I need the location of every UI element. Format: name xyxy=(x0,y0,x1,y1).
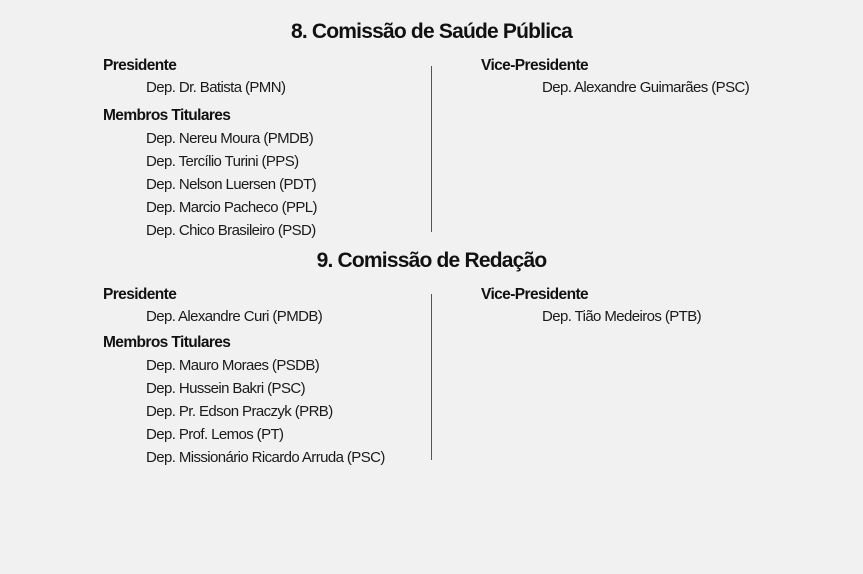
member-item: Dep. Marcio Pacheco (PPL) xyxy=(146,199,317,216)
commission-title: 8. Comissão de Saúde Pública xyxy=(290,20,573,43)
member-item: Dep. Nelson Luersen (PDT) xyxy=(146,176,317,193)
vice-presidente-heading: Vice-Presidente xyxy=(481,57,589,74)
member-item: Dep. Mauro Moraes (PSDB) xyxy=(146,357,320,374)
vice-presidente-name: Dep. Tião Medeiros (PTB) xyxy=(542,308,701,325)
member-item: Dep. Prof. Lemos (PT) xyxy=(146,426,284,443)
membros-heading: Membros Titulares xyxy=(103,107,231,124)
member-item: Dep. Tercílio Turini (PPS) xyxy=(146,153,299,170)
commission-title: 9. Comissão de Redação xyxy=(316,249,547,272)
presidente-heading: Presidente xyxy=(103,57,177,74)
presidente-heading: Presidente xyxy=(103,286,177,303)
vice-presidente-name: Dep. Alexandre Guimarães (PSC) xyxy=(542,79,750,96)
column-divider xyxy=(431,66,432,232)
presidente-name: Dep. Dr. Batista (PMN) xyxy=(146,79,286,96)
member-item: Dep. Nereu Moura (PMDB) xyxy=(146,130,314,147)
member-item: Dep. Chico Brasileiro (PSD) xyxy=(146,222,316,239)
membros-heading: Membros Titulares xyxy=(103,334,231,351)
member-item: Dep. Hussein Bakri (PSC) xyxy=(146,380,305,397)
presidente-name: Dep. Alexandre Curi (PMDB) xyxy=(146,308,323,325)
member-item: Dep. Pr. Edson Praczyk (PRB) xyxy=(146,403,333,420)
vice-presidente-heading: Vice-Presidente xyxy=(481,286,589,303)
member-item: Dep. Missionário Ricardo Arruda (PSC) xyxy=(146,449,385,466)
column-divider xyxy=(431,294,432,460)
